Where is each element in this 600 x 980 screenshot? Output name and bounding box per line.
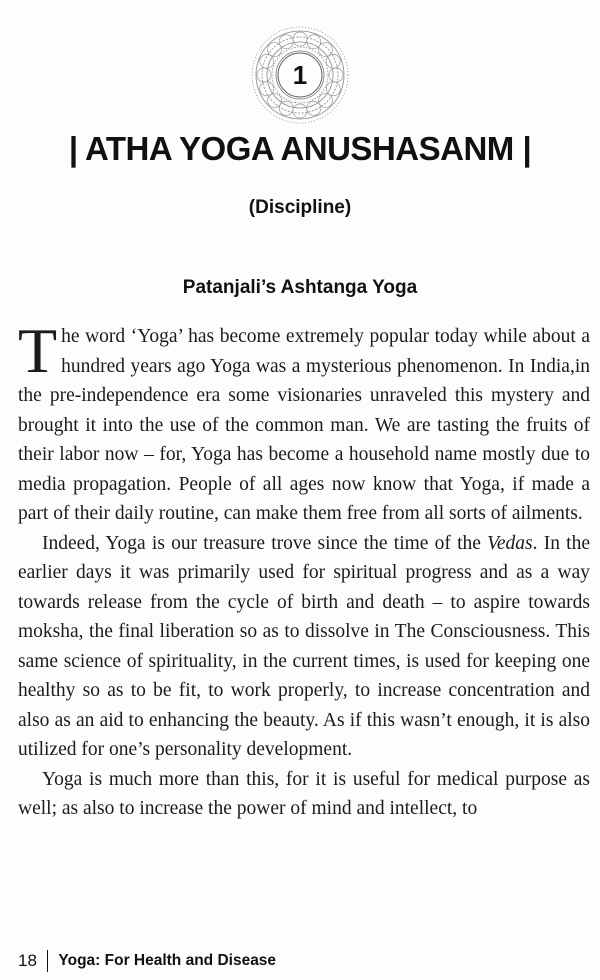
drop-cap: T <box>18 315 58 386</box>
chapter-subtitle: (Discipline) <box>248 197 352 218</box>
vedas-italic: Vedas <box>487 532 533 554</box>
chapter-title: | ATHA YOGA ANUSHASANM | <box>68 130 532 167</box>
paragraph-2-text-start: Indeed, Yoga is our treasure trove since the time of the <box>42 532 488 554</box>
section-heading: Patanjali’s Ashtanga Yoga <box>182 277 418 298</box>
paragraph-3: Yoga is much more than this, for it is useful for medical purpose as well; as also to increase the power of mind and intellect, to <box>18 768 590 819</box>
paragraph-1 <box>18 315 590 529</box>
paragraph-2 <box>18 529 590 765</box>
paragraph-1-text: he word ‘Yoga’ has become extremely popular today while about a hundred years ago Yoga was a mysterious phenomenon. In India,in the pre-independence era some visionaries unraveled this mystery and brought it into the use of the common man. We are tasting the fruits of their labor now – for, Yoga has become a household name mostly due to media propagation. People of all ages now know that Yoga, if made a part of their daily routine, can make them free from all sorts of ailments. <box>18 326 590 524</box>
page-footer <box>18 948 276 974</box>
chapter-number: 1 <box>292 59 308 90</box>
footer-separator <box>47 950 49 972</box>
book-title: Yoga: For Health and Disease <box>58 952 277 969</box>
paragraph-2-text-rest: . In the earlier days it was primarily used for spiritual progress and as a way towards release from the cycle of birth and death – to aspire towards moksha, the final liberation so as to dissolve in The Consciousness. This same science of spirituality, in the current times, is used for keeping one healthy so as to be fit, to work properly, to increase concentration and also as an aid to enhancing the beauty. As if this wasn’t enough, it is also utilized for one’s personality development. <box>18 532 590 760</box>
page-number: 18 <box>18 951 37 970</box>
body-text <box>18 315 590 824</box>
